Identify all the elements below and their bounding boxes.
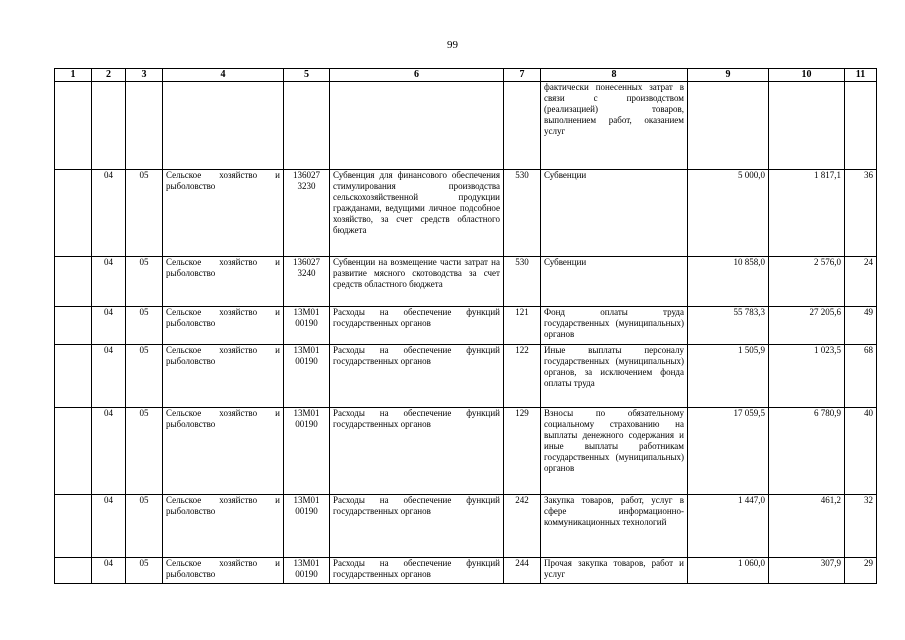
table-cell (55, 345, 92, 408)
table-cell: 04 (92, 257, 126, 307)
table-cell: Расходы на обеспечение функций государственных органов (330, 495, 504, 558)
table-row (55, 307, 877, 345)
table-cell (284, 82, 330, 170)
column-header: 7 (504, 69, 541, 82)
table-cell: Субвенции (541, 170, 688, 257)
table-cell: Сельское хозяйство и рыболовство (163, 307, 284, 345)
table-cell: 49 (845, 307, 877, 345)
table-cell: Расходы на обеспечение функций государственных органов (330, 408, 504, 495)
table-cell: 5 000,0 (688, 170, 769, 257)
table-cell: 1 817,1 (769, 170, 845, 257)
table-cell (163, 82, 284, 170)
budget-table (54, 68, 877, 584)
table-cell: 32 (845, 495, 877, 558)
table-cell: Субвенции на возмещение части затрат на развитие мясного скотоводства за счет средств областного бюджета (330, 257, 504, 307)
table-cell (55, 307, 92, 345)
table-cell: 1 447,0 (688, 495, 769, 558)
header-row (55, 69, 877, 82)
table-cell: фактически понесенных затрат в связи с производством (реализацией) товаров, выполнением работ, оказанием услуг (541, 82, 688, 170)
table-cell (55, 82, 92, 170)
table-cell: 1 023,5 (769, 345, 845, 408)
table-cell (845, 82, 877, 170)
table-cell: Иные выплаты персоналу государственных (муниципальных) органов, за исключением фонда оплаты труда (541, 345, 688, 408)
table-cell (55, 408, 92, 495)
table-cell: 13М01 00190 (284, 307, 330, 345)
table-cell: 68 (845, 345, 877, 408)
table-cell: 04 (92, 307, 126, 345)
table-cell: 04 (92, 170, 126, 257)
column-header: 10 (769, 69, 845, 82)
table-cell: 05 (126, 170, 163, 257)
table-cell: Взносы по обязательному социальному страхованию на выплаты денежного содержания и иные выплаты работникам государственных (муниципальных) органов (541, 408, 688, 495)
column-header: 8 (541, 69, 688, 82)
table-row (55, 558, 877, 584)
table-cell: 24 (845, 257, 877, 307)
table-row (55, 170, 877, 257)
table-row (55, 345, 877, 408)
column-header: 2 (92, 69, 126, 82)
column-header: 11 (845, 69, 877, 82)
table-cell: 1 060,0 (688, 558, 769, 584)
table-cell (126, 82, 163, 170)
table-cell: 40 (845, 408, 877, 495)
table-cell: 05 (126, 408, 163, 495)
column-header: 6 (330, 69, 504, 82)
table-row (55, 408, 877, 495)
table-cell: 461,2 (769, 495, 845, 558)
table-cell: 04 (92, 558, 126, 584)
table-cell (55, 257, 92, 307)
column-header: 5 (284, 69, 330, 82)
table-cell: 05 (126, 307, 163, 345)
table-cell: 13М01 00190 (284, 558, 330, 584)
table-cell (769, 82, 845, 170)
table-cell: 6 780,9 (769, 408, 845, 495)
table-cell: 136027 3240 (284, 257, 330, 307)
table-cell: Сельское хозяйство и рыболовство (163, 408, 284, 495)
table-cell: 136027 3230 (284, 170, 330, 257)
column-header: 3 (126, 69, 163, 82)
table-cell: 05 (126, 257, 163, 307)
table-cell: 129 (504, 408, 541, 495)
table-cell: 27 205,6 (769, 307, 845, 345)
table-cell (55, 558, 92, 584)
column-header: 1 (55, 69, 92, 82)
table-cell: 244 (504, 558, 541, 584)
table-cell: Сельское хозяйство и рыболовство (163, 345, 284, 408)
table-cell: 13М01 00190 (284, 345, 330, 408)
table-cell: Прочая закупка товаров, работ и услуг (541, 558, 688, 584)
table-cell: 29 (845, 558, 877, 584)
table-cell: Сельское хозяйство и рыболовство (163, 257, 284, 307)
table-cell: 04 (92, 495, 126, 558)
column-header: 4 (163, 69, 284, 82)
table-cell: Расходы на обеспечение функций государственных органов (330, 558, 504, 584)
table-cell: 121 (504, 307, 541, 345)
table-cell: Субвенция для финансового обеспечения стимулирования производства сельскохозяйственной продукции гражданами, ведущими личное подсобное хозяйство, за счет средств областного бюджета (330, 170, 504, 257)
table-cell: 2 576,0 (769, 257, 845, 307)
table-cell: Сельское хозяйство и рыболовство (163, 558, 284, 584)
table-cell: 242 (504, 495, 541, 558)
table-cell (330, 82, 504, 170)
table-cell: 10 858,0 (688, 257, 769, 307)
table-cell: 05 (126, 495, 163, 558)
table-cell (92, 82, 126, 170)
table-cell: 04 (92, 408, 126, 495)
table-cell: Закупка товаров, работ, услуг в сфере информационно-коммуникационных технологий (541, 495, 688, 558)
table-cell: Сельское хозяйство и рыболовство (163, 170, 284, 257)
table-cell: 55 783,3 (688, 307, 769, 345)
page-number: 99 (447, 39, 458, 51)
table-row (55, 82, 877, 170)
table-cell (55, 495, 92, 558)
table-cell: 05 (126, 345, 163, 408)
table-cell: Сельское хозяйство и рыболовство (163, 495, 284, 558)
table-cell: 13М01 00190 (284, 408, 330, 495)
table-row (55, 495, 877, 558)
table-cell: Субвенции (541, 257, 688, 307)
table-cell: 13М01 00190 (284, 495, 330, 558)
column-header: 9 (688, 69, 769, 82)
table-cell: 530 (504, 257, 541, 307)
table-cell: Расходы на обеспечение функций государственных органов (330, 345, 504, 408)
table-cell: 17 059,5 (688, 408, 769, 495)
table-cell: 307,9 (769, 558, 845, 584)
table-cell (504, 82, 541, 170)
table-cell: Фонд оплаты труда государственных (муниципальных) органов (541, 307, 688, 345)
table-cell: Расходы на обеспечение функций государственных органов (330, 307, 504, 345)
table-cell: 36 (845, 170, 877, 257)
table-cell (688, 82, 769, 170)
table-cell: 04 (92, 345, 126, 408)
table-cell: 05 (126, 558, 163, 584)
table-cell (55, 170, 92, 257)
table-row (55, 257, 877, 307)
table-cell: 1 505,9 (688, 345, 769, 408)
table-cell: 122 (504, 345, 541, 408)
table-cell: 530 (504, 170, 541, 257)
